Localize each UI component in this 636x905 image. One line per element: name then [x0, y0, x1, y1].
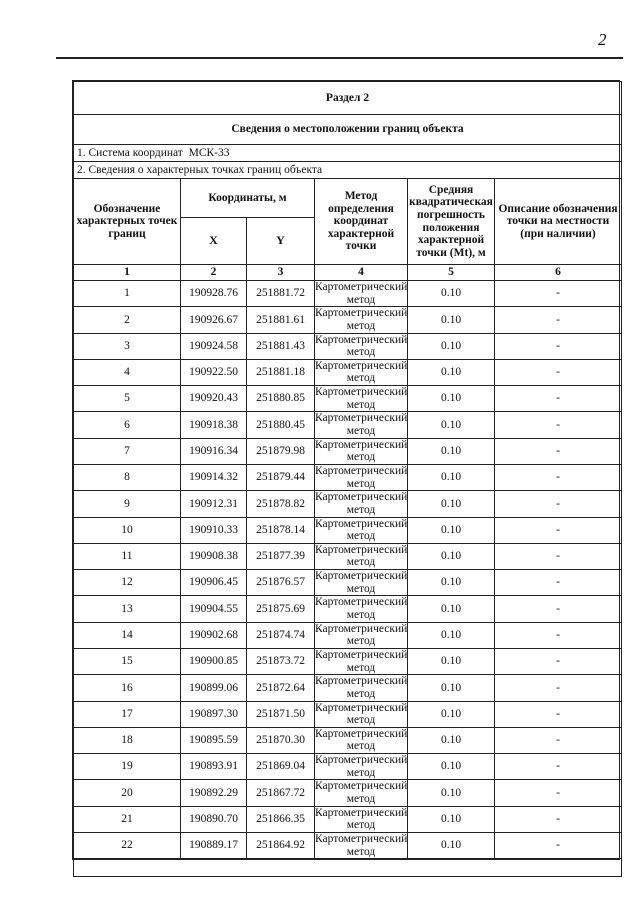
footer-space-cell	[74, 859, 622, 877]
mt-error: 0.10	[408, 281, 495, 307]
coord-y: 251879.98	[247, 438, 315, 464]
point-number: 10	[74, 517, 181, 543]
coord-y: 251881.43	[247, 333, 315, 359]
point-number: 5	[74, 386, 181, 412]
method: Картометрический метод	[315, 307, 408, 332]
header-x: X	[181, 218, 247, 265]
point-number: 14	[74, 622, 181, 648]
mt-error: 0.10	[408, 701, 495, 727]
coord-x: 190922.50	[181, 359, 247, 385]
table-row	[74, 727, 622, 753]
table-row	[74, 596, 622, 622]
coord-x: 190893.91	[181, 754, 247, 780]
coord-x: 190920.43	[181, 386, 247, 412]
coord-y: 251870.30	[247, 727, 315, 753]
mt-error: 0.10	[408, 333, 495, 359]
point-number: 16	[74, 675, 181, 701]
point-description: -	[495, 832, 622, 858]
table-row	[74, 491, 622, 517]
point-description: -	[495, 596, 622, 622]
method: Картометрический метод	[315, 412, 408, 438]
coord-x: 190924.58	[181, 333, 247, 359]
table-row	[74, 359, 622, 385]
point-number: 20	[74, 780, 181, 806]
point-number: 4	[74, 359, 181, 385]
method: Картометрический метод	[315, 780, 408, 805]
method: Картометрический метод	[315, 491, 408, 516]
method: Картометрический метод	[315, 701, 408, 727]
coord-x: 190889.17	[181, 832, 247, 858]
table-row	[74, 281, 622, 307]
coord-y: 251881.72	[247, 281, 315, 307]
method: Картометрический метод	[315, 438, 408, 464]
point-number: 9	[74, 491, 181, 517]
method: Картометрический метод	[315, 806, 408, 832]
header-error: Средняя квадратическая погрешность положения характерной точки (Mt), м	[408, 179, 495, 265]
point-number: 13	[74, 596, 181, 622]
coord-y: 251869.04	[247, 754, 315, 780]
coord-system-value: МСК-33	[188, 146, 230, 159]
table-row	[74, 622, 622, 648]
point-description: -	[495, 438, 622, 464]
table-row	[74, 333, 622, 359]
point-description: -	[495, 359, 622, 385]
coord-x: 190892.29	[181, 780, 247, 806]
coord-y: 251867.72	[247, 780, 315, 806]
column-number-row	[74, 265, 622, 281]
coord-y: 251880.45	[247, 412, 315, 438]
column-number: 4	[315, 265, 408, 281]
point-number: 18	[74, 727, 181, 753]
mt-error: 0.10	[408, 622, 495, 648]
table-row	[74, 570, 622, 596]
point-number: 11	[74, 543, 181, 569]
method: Картометрический метод	[315, 727, 408, 753]
coord-x: 190904.55	[181, 596, 247, 622]
header-coords: Координаты, м	[181, 179, 315, 218]
point-description: -	[495, 491, 622, 517]
point-number: 17	[74, 701, 181, 727]
coord-system-row	[74, 145, 622, 162]
method: Картометрический метод	[315, 281, 408, 306]
mt-error: 0.10	[408, 780, 495, 806]
points-section-label: 2. Сведения о характерных точках границ объекта	[74, 162, 622, 179]
table-row	[74, 517, 622, 543]
mt-error: 0.10	[408, 307, 495, 333]
mt-error: 0.10	[408, 570, 495, 596]
coord-x: 190910.33	[181, 517, 247, 543]
boundary-points-table	[73, 81, 622, 877]
point-number: 12	[74, 570, 181, 596]
mt-error: 0.10	[408, 412, 495, 438]
coord-x: 190900.85	[181, 648, 247, 674]
point-description: -	[495, 464, 622, 490]
mt-error: 0.10	[408, 727, 495, 753]
method: Картометрический метод	[315, 359, 408, 385]
mt-error: 0.10	[408, 648, 495, 674]
mt-error: 0.10	[408, 596, 495, 622]
method: Картометрический метод	[315, 517, 408, 543]
coord-x: 190906.45	[181, 570, 247, 596]
point-description: -	[495, 570, 622, 596]
table-row	[74, 701, 622, 727]
mt-error: 0.10	[408, 832, 495, 858]
coord-x: 190914.32	[181, 464, 247, 490]
mt-error: 0.10	[408, 438, 495, 464]
table-row	[74, 412, 622, 438]
point-number: 22	[74, 832, 181, 858]
point-description: -	[495, 727, 622, 753]
top-rule	[56, 57, 623, 59]
column-number: 5	[408, 265, 495, 281]
table-row	[74, 307, 622, 333]
point-number: 7	[74, 438, 181, 464]
coord-y: 251864.92	[247, 832, 315, 858]
point-description: -	[495, 701, 622, 727]
method: Картометрический метод	[315, 386, 408, 411]
method: Картометрический метод	[315, 832, 408, 858]
coord-x: 190918.38	[181, 412, 247, 438]
method: Картометрический метод	[315, 464, 408, 490]
coord-y: 251881.18	[247, 359, 315, 385]
point-description: -	[495, 754, 622, 780]
table-row	[74, 806, 622, 832]
mt-error: 0.10	[408, 517, 495, 543]
coord-y: 251881.61	[247, 307, 315, 333]
coord-x: 190908.38	[181, 543, 247, 569]
page-number: 2	[598, 30, 607, 49]
table-footer-space	[74, 859, 622, 877]
coord-y: 251875.69	[247, 596, 315, 622]
mt-error: 0.10	[408, 491, 495, 517]
table-row	[74, 675, 622, 701]
point-description: -	[495, 543, 622, 569]
point-description: -	[495, 333, 622, 359]
coord-x: 190897.30	[181, 701, 247, 727]
coord-y: 251874.74	[247, 622, 315, 648]
method: Картометрический метод	[315, 622, 408, 648]
header-designation: Обозначение характерных точек границ	[74, 179, 181, 265]
mt-error: 0.10	[408, 386, 495, 412]
table-row	[74, 648, 622, 674]
method: Картометрический метод	[315, 754, 408, 779]
method: Картометрический метод	[315, 543, 408, 569]
mt-error: 0.10	[408, 754, 495, 780]
point-description: -	[495, 675, 622, 701]
point-description: -	[495, 648, 622, 674]
table-row	[74, 438, 622, 464]
table-row	[74, 543, 622, 569]
table-row	[74, 386, 622, 412]
point-description: -	[495, 806, 622, 832]
coord-x: 190912.31	[181, 491, 247, 517]
header-description: Описание обозначения точки на местности (при наличии)	[495, 179, 622, 265]
header-method: Метод определения координат характерной точки	[315, 179, 408, 265]
document-title: Сведения о местоположении границ объекта	[74, 115, 622, 145]
point-description: -	[495, 412, 622, 438]
method: Картометрический метод	[315, 596, 408, 622]
coord-system-label: 1. Система координат	[77, 146, 183, 159]
coord-x: 190899.06	[181, 675, 247, 701]
point-number: 2	[74, 307, 181, 333]
coord-x: 190928.76	[181, 281, 247, 307]
document-frame	[72, 80, 620, 860]
coord-x: 190916.34	[181, 438, 247, 464]
column-number: 1	[74, 265, 181, 281]
coord-x: 190902.68	[181, 622, 247, 648]
table-row	[74, 754, 622, 780]
coord-x: 190890.70	[181, 806, 247, 832]
coord-y: 251878.14	[247, 517, 315, 543]
point-number: 3	[74, 333, 181, 359]
table-row	[74, 780, 622, 806]
column-number: 2	[181, 265, 247, 281]
point-number: 21	[74, 806, 181, 832]
point-description: -	[495, 517, 622, 543]
table-row	[74, 464, 622, 490]
mt-error: 0.10	[408, 464, 495, 490]
point-number: 15	[74, 648, 181, 674]
point-number: 6	[74, 412, 181, 438]
method: Картометрический метод	[315, 570, 408, 595]
coord-y: 251871.50	[247, 701, 315, 727]
point-number: 1	[74, 281, 181, 307]
point-description: -	[495, 307, 622, 333]
column-number: 6	[495, 265, 622, 281]
method: Картометрический метод	[315, 675, 408, 700]
point-description: -	[495, 281, 622, 307]
coord-y: 251872.64	[247, 675, 315, 701]
coord-y: 251873.72	[247, 648, 315, 674]
point-description: -	[495, 622, 622, 648]
coord-y: 251878.82	[247, 491, 315, 517]
table-row	[74, 832, 622, 858]
point-number: 19	[74, 754, 181, 780]
coord-x: 190926.67	[181, 307, 247, 333]
coord-y: 251880.85	[247, 386, 315, 412]
point-description: -	[495, 780, 622, 806]
coord-y: 251866.35	[247, 806, 315, 832]
coord-x: 190895.59	[181, 727, 247, 753]
column-number: 3	[247, 265, 315, 281]
section-heading: Раздел 2	[74, 82, 622, 115]
mt-error: 0.10	[408, 543, 495, 569]
mt-error: 0.10	[408, 806, 495, 832]
point-number: 8	[74, 464, 181, 490]
method: Картометрический метод	[315, 333, 408, 359]
header-y: Y	[247, 218, 315, 265]
coord-y: 251876.57	[247, 570, 315, 596]
mt-error: 0.10	[408, 675, 495, 701]
method: Картометрический метод	[315, 648, 408, 674]
coord-y: 251879.44	[247, 464, 315, 490]
mt-error: 0.10	[408, 359, 495, 385]
point-description: -	[495, 386, 622, 412]
coord-y: 251877.39	[247, 543, 315, 569]
